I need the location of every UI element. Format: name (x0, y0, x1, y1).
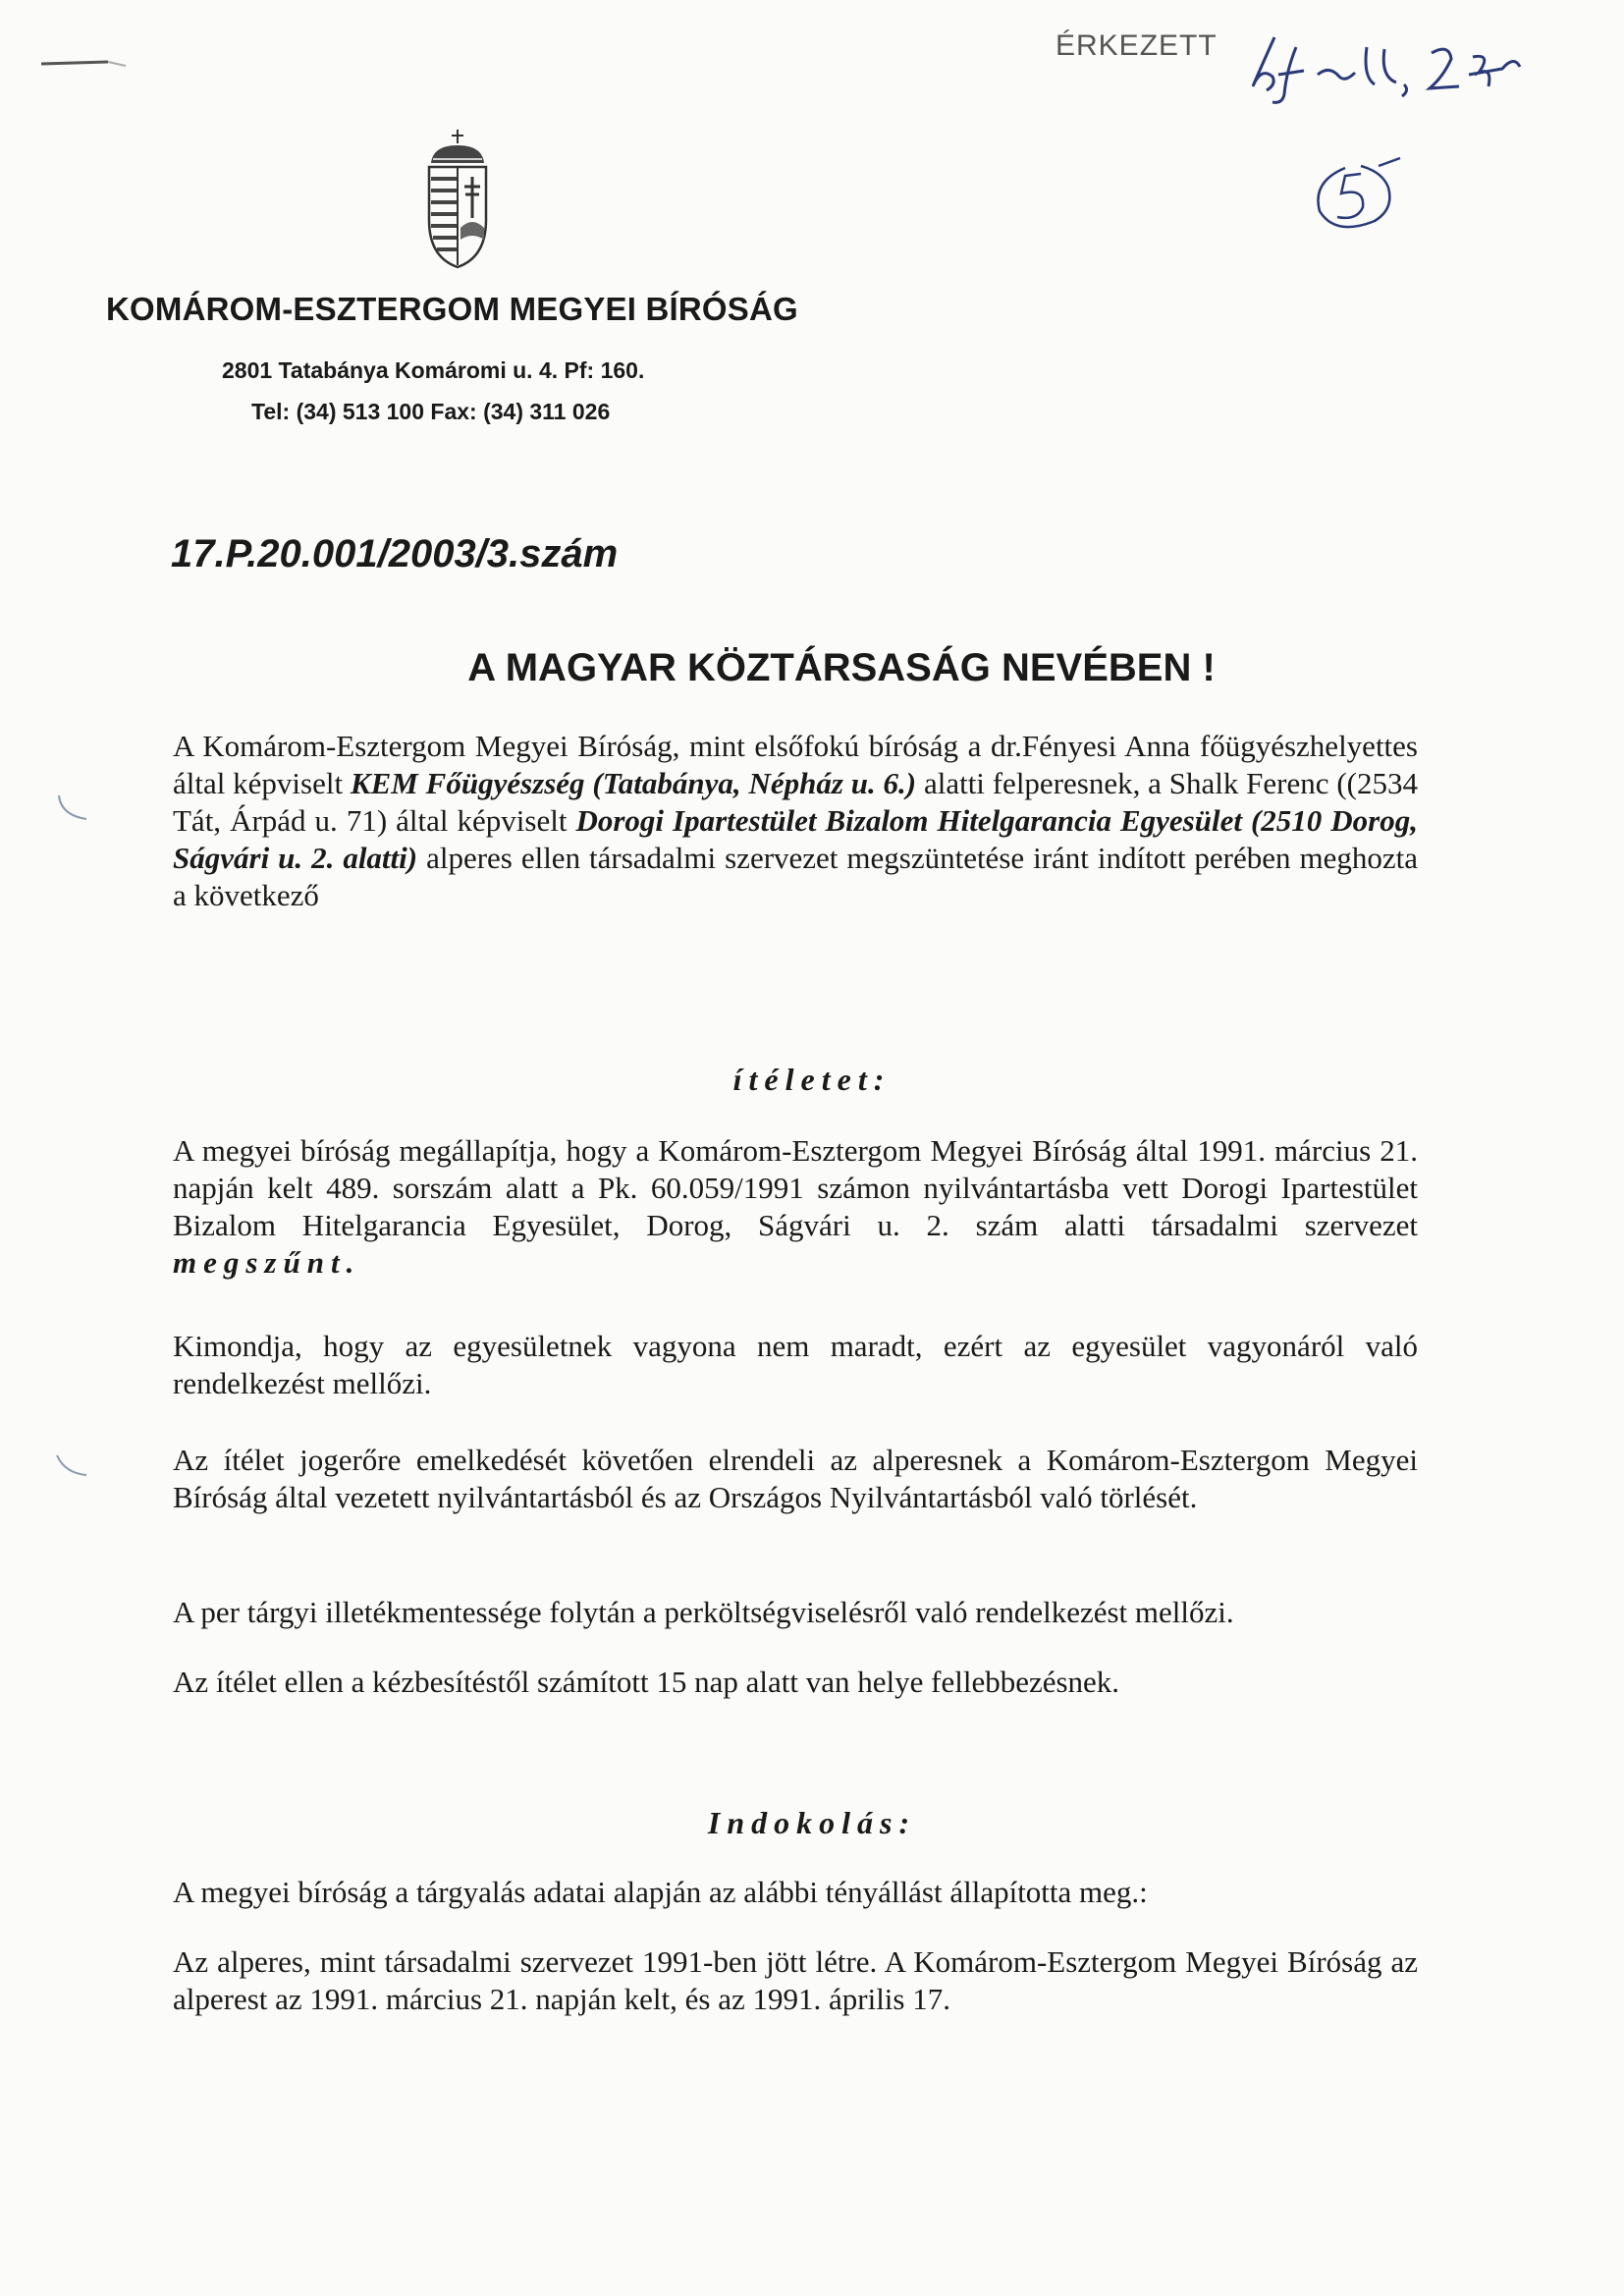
verdict-paragraph-3: Az ítélet jogerőre emelkedését követően elrendeli az alperesnek a Komárom-Esztergom Megyei Bíróság által vezetett nyilvántartásból és az Országos Nyilvántartásból való törlését. (173, 1443, 1418, 1514)
verdict-paragraph-5: Az ítélet ellen a kézbesítéstől számított 15 nap alatt van helye fellebbezésnek. (173, 1665, 1120, 1699)
punch-hole-mark-icon (51, 1451, 90, 1481)
verdict-emphasis: megszűnt. (173, 1245, 361, 1280)
received-stamp: ÉRKEZETT (1056, 29, 1218, 62)
verdict-paragraph-4: A per tárgyi illetékmentessége folytán a perköltségviselésről való rendelkezést mellőzi. (173, 1595, 1234, 1629)
document-heading: A MAGYAR KÖZTÁRSASÁG NEVÉBEN ! (467, 646, 1216, 689)
plaintiff-name: KEM Főügyészség (Tatabánya, Népház u. 6.) (350, 766, 917, 800)
verdict-paragraph-1 (173, 1132, 1418, 1282)
scan-mark-icon (39, 54, 128, 74)
reasoning-paragraph-2: Az alperes, mint társadalmi szervezet 1991-ben jött létre. A Komárom-Esztergom Megyei Bíróság az alperest az 1991. március 21. napján kelt, és az 1991. április 17. (173, 1944, 1418, 2016)
handwritten-date-note (1227, 18, 1522, 106)
reasoning-title: Indokolás: (707, 1805, 917, 1840)
court-phone-fax: Tel: (34) 513 100 Fax: (34) 311 026 (251, 399, 611, 424)
verdict-paragraph-2: Kimondja, hogy az egyesületnek vagyona nem maradt, ezért az egyesület vagyonáról való rendelkezést mellőzi. (173, 1329, 1418, 1400)
case-number: 17.P.20.001/2003/3.szám (171, 532, 619, 575)
court-address: 2801 Tatabánya Komáromi u. 4. Pf: 160. (222, 357, 645, 383)
hungarian-coat-of-arms-icon (419, 130, 496, 269)
intro-text-2: alatti felperesnek, a Shalk Ferenc ((2534 Tát, Árpád u. 71) által képviselt (173, 766, 1418, 838)
circled-number-text: 5 (1306, 152, 1307, 153)
intro-text-3: alperes ellen társadalmi szervezet megszüntetése iránt indított perében meghozta a következő (173, 841, 1418, 912)
punch-hole-mark-icon (51, 793, 90, 823)
handwritten-note-text: h/ -u. 27. (1227, 18, 1231, 19)
intro-paragraph (173, 728, 1418, 914)
court-name: KOMÁROM-ESZTERGOM MEGYEI BÍRÓSÁG (106, 291, 798, 327)
intro-text-1: A Komárom-Esztergom Megyei Bíróság, mint elsőfokú bíróság a dr.Fényesi Anna főügyészhelyettes által képviselt (173, 729, 1418, 800)
verdict-title: ítéletet: (732, 1062, 892, 1097)
handwritten-circled-number (1306, 152, 1414, 241)
verdict-p1-text: A megyei bíróság megállapítja, hogy a Komárom-Esztergom Megyei Bíróság által 1991. március 21. napján kelt 489. sorszám alatt a Pk. 60.059/1991 számon nyilvántartásba vett Dorogi Ipartestület Bizalom Hitelgarancia Egyesület, Dorog, Ságvári u. 2. szám alatti társadalmi szervezet (173, 1133, 1418, 1242)
defendant-name: Dorogi Ipartestület Bizalom Hitelgarancia Egyesület (2510 Dorog, Ságvári u. 2. alatti) (173, 803, 1418, 875)
reasoning-paragraph-1: A megyei bíróság a tárgyalás adatai alapján az alábbi tényállást állapította meg.: (173, 1875, 1148, 1909)
